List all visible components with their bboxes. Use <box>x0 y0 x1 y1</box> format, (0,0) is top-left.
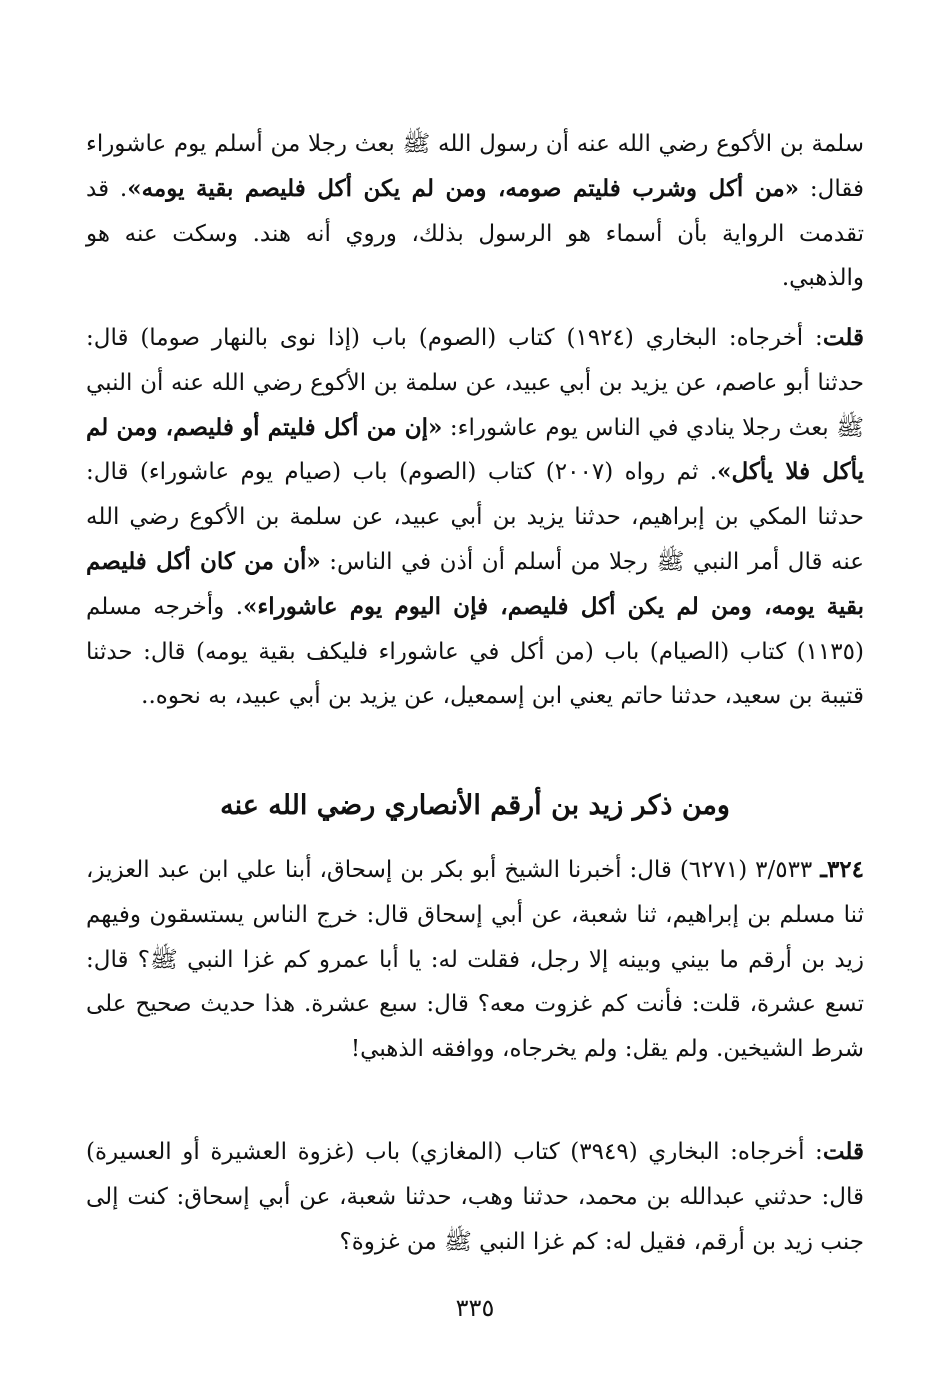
paragraph-4-text: : أخرجاه: البخاري (٣٩٤٩) كتاب (المغازي) باب (غزوة العشيرة أو العسيرة) قال: حدثني عبدالله بن محمد، حدثنا وهب، حدثنا شعبة، عن أبي إسحاق: كنت إلى جنب زيد بن أرقم، فقيل له: كم غزا النبي ﷺ من غزوة؟ <box>86 1139 864 1255</box>
paragraph-4 <box>86 1130 864 1264</box>
section-heading: ومن ذكر زيد بن أرقم الأنصاري رضي الله عنه <box>220 790 730 821</box>
paragraph-2-quote-1: «إن من أكل فليتم أو فليصم، ومن لم يأكل فلا يأكل» <box>86 413 864 486</box>
page-number: ٣٣٥ <box>455 1294 495 1322</box>
hadith-number: ٣٢٤ـ <box>820 856 864 883</box>
paragraph-4-label: قلت <box>822 1138 865 1165</box>
paragraph-2-text-2: . ثم رواه (٢٠٠٧) كتاب (الصوم) باب (صيام يوم عاشوراء) قال: حدثنا المكي بن إبراهيم، حدثنا يزيد بن أبي عبيد، عن سلمة بن الأكوع رضي الله عنه قال أمر النبي ﷺ رجلا من أسلم أن أذن في الناس: <box>86 459 864 575</box>
paragraph-1-quote: «من أكل وشرب فليتم صومه، ومن لم يكن أكل فليصم بقية يومه» <box>127 174 800 202</box>
paragraph-2-quote-2: «أن من كان أكل فليصم بقية يومه، ومن لم يكن أكل فليصم، فإن اليوم يوم عاشوراء» <box>86 547 864 620</box>
paragraph-1 <box>86 122 864 301</box>
paragraph-3-text: ٣/٥٣٣ (٦٢٧١) قال: أخبرنا الشيخ أبو بكر بن إسحاق، أبنا علي ابن عبد العزيز، ثنا مسلم بن إبراهيم، ثنا شعبة، عن أبي إسحاق قال: خرج الناس يستسقون وفيهم زيد بن أرقم ما بيني وبينه إلا رجل، فقلت له: يا أبا عمرو كم غزا النبي ﷺ؟ قال: تسع عشرة، قلت: فأنت كم غزوت معه؟ قال: سبع عشرة. هذا حديث صحيح على شرط الشيخين. ولم يقل: ولم يخرجاه، ووافقه الذهبي! <box>86 857 864 1063</box>
paragraph-1-text-end: . قد تقدمت الرواية بأن أسماء هو الرسول بذلك، وروي أنه هند. وسكت عنه هو والذهبي. <box>86 175 864 292</box>
paragraph-1-text: سلمة بن الأكوع رضي الله عنه أن رسول الله ﷺ بعث رجلا من أسلم يوم عاشوراء فقال: <box>86 131 865 202</box>
paragraph-2 <box>86 316 864 719</box>
paragraph-2-text: : أخرجاه: البخاري (١٩٢٤) كتاب (الصوم) باب (إذا نوى بالنهار صوما) قال: حدثنا أبو عاصم، عن يزيد بن أبي عبيد، عن سلمة بن الأكوع رضي الله عنه أن النبي ﷺ بعث رجلا ينادي في الناس يوم عاشوراء: <box>86 325 864 441</box>
paragraph-2-label: قلت <box>822 324 865 351</box>
paragraph-3 <box>86 848 864 1072</box>
paragraph-2-text-3: . وأخرجه مسلم (١١٣٥) كتاب (الصيام) باب (من أكل في عاشوراء فليكف بقية يومه) قال: حدثنا قتيبة بن سعيد، حدثنا حاتم يعني ابن إسمعيل، عن يزيد بن أبي عبيد، به نحوه.. <box>86 593 864 710</box>
